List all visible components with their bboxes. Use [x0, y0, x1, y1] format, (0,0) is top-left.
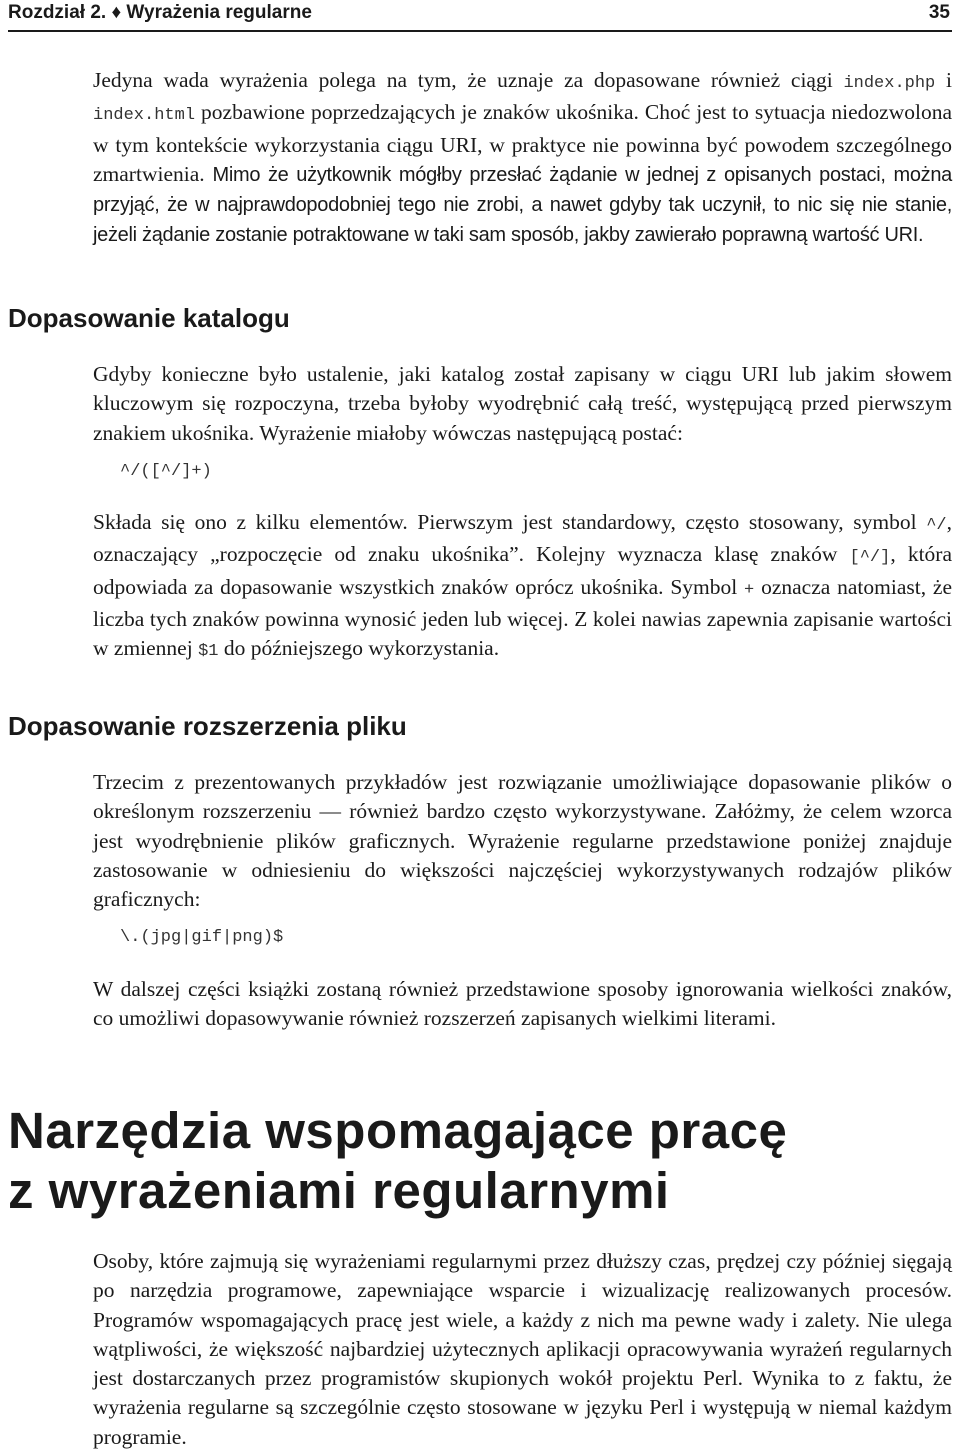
inline-code: index.php — [843, 74, 936, 93]
running-header — [8, 0, 952, 32]
inline-code: ^/ — [926, 516, 947, 535]
code-block-extension: \.(jpg|gif|png)$ — [120, 928, 284, 947]
section-heading-extension: Dopasowanie rozszerzenia pliku — [8, 711, 407, 741]
paragraph-tools — [93, 1247, 952, 1452]
text: Jedyna wada wyrażenia polega na tym, że uznaje za dopasowane również ciągi — [93, 68, 844, 92]
text: , oznaczający „rozpoczęcie od znaku ukośnika”. Kolejny wyznacza klasę znaków — [93, 510, 952, 567]
paragraph — [93, 508, 952, 666]
paragraph-intro — [93, 66, 952, 251]
section-heading-directory: Dopasowanie katalogu — [8, 303, 290, 333]
chapter-title: Rozdział 2. ♦ Wyrażenia regularne — [8, 2, 312, 23]
inline-code: [^/] — [849, 548, 891, 568]
paragraph — [93, 66, 952, 251]
paragraph: Osoby, które zajmują się wyrażeniami regularnymi przez dłuższy czas, prędzej czy później sięgają po narzędzia programowe, zapewniające wsparcie i wizualizację realizowanych procesów. Programów wspomagających pracę jest wiele, a każdy z nich ma pewne wady i zalety. Nie ulega wątpliwości, że większość najbardziej użytecznych aplikacji opracowywania wyrażeń regularnych jest dostarczanych przez programistów skupionych wokół projektu Perl. Wynika to z faktu, że wyrażenia regularne są szczególnie często stosowane w języku Perl i występują w niemal każdym programie. — [93, 1249, 952, 1449]
text: i — [935, 68, 952, 92]
inline-code: index.html — [93, 106, 196, 126]
text: Mimo że użytkownik mógłby przesłać żądanie w jednej z opisanych postaci, można przyjąć, że w najprawdopodobniej tego nie zrobi, a nawet gdyby tak uczynił, to nic się nie stanie, jeżeli żądanie zostanie potraktowane w taki sam sposób, jakby zawierało poprawną wartość URI. — [93, 163, 952, 247]
chapter-heading-line-1: Narzędzia wspomagające pracę — [8, 1102, 788, 1159]
inline-code: + — [744, 580, 755, 600]
text: pozbawione poprzedzających je znaków ukośnika. Choć jest to sytuacja niedozwolona w tym kontekście wykorzystania ciągu URI, w praktyce nie powinna być powodem szczególnego zmartwienia. — [93, 100, 952, 186]
paragraph-directory-2 — [93, 508, 952, 666]
paragraph: W dalszej części książki zostaną również przedstawione sposoby ignorowania wielkości znaków, co umożliwi dopasowywanie również rozszerzeń zapisanych wielkimi literami. — [93, 977, 952, 1031]
paragraph-extension-2 — [93, 975, 952, 1034]
code-block-directory: ^/([^/]+) — [120, 462, 212, 481]
page-number: 35 — [928, 2, 950, 23]
inline-code: $1 — [198, 642, 219, 662]
paragraph-extension-1 — [93, 768, 952, 914]
text: , która odpowiada za dopasowanie wszystkich znaków oprócz ukośnika. Symbol — [93, 542, 952, 599]
paragraph-directory-1 — [93, 360, 952, 448]
text: Składa się ono z kilku elementów. Pierwszym jest standardowy, często stosowany, symbol — [93, 510, 927, 534]
text: oznacza natomiast, że liczba tych znaków powinna wynosić jeden lub więcej. Z kolei nawias zapewnia zapisanie wartości w zmiennej — [93, 574, 952, 661]
paragraph: Trzecim z prezentowanych przykładów jest rozwiązanie umożliwiające dopasowanie plików o określonym rozszerzeniu — również bardzo często wykorzystywane. Załóżmy, że celem wzorca jest wyodrębnienie plików graficznych. Wyrażenie regularne przedstawione poniżej znajduje zastosowanie w odniesieniu do większości najczęściej wykorzystywanych rodzajów plików graficznych: — [93, 770, 952, 912]
paragraph: Gdyby konieczne było ustalenie, jaki katalog został zapisany w ciągu URI lub jakim słowem kluczowym się rozpoczyna, trzeba byłoby wyodrębnić całą treść, występującą przed pierwszym znakiem ukośnika. Wyrażenie miałoby wówczas następującą postać: — [93, 362, 952, 445]
text: do późniejszego wykorzystania. — [218, 636, 500, 661]
chapter-heading-line-2: z wyrażeniami regularnymi — [8, 1162, 670, 1219]
